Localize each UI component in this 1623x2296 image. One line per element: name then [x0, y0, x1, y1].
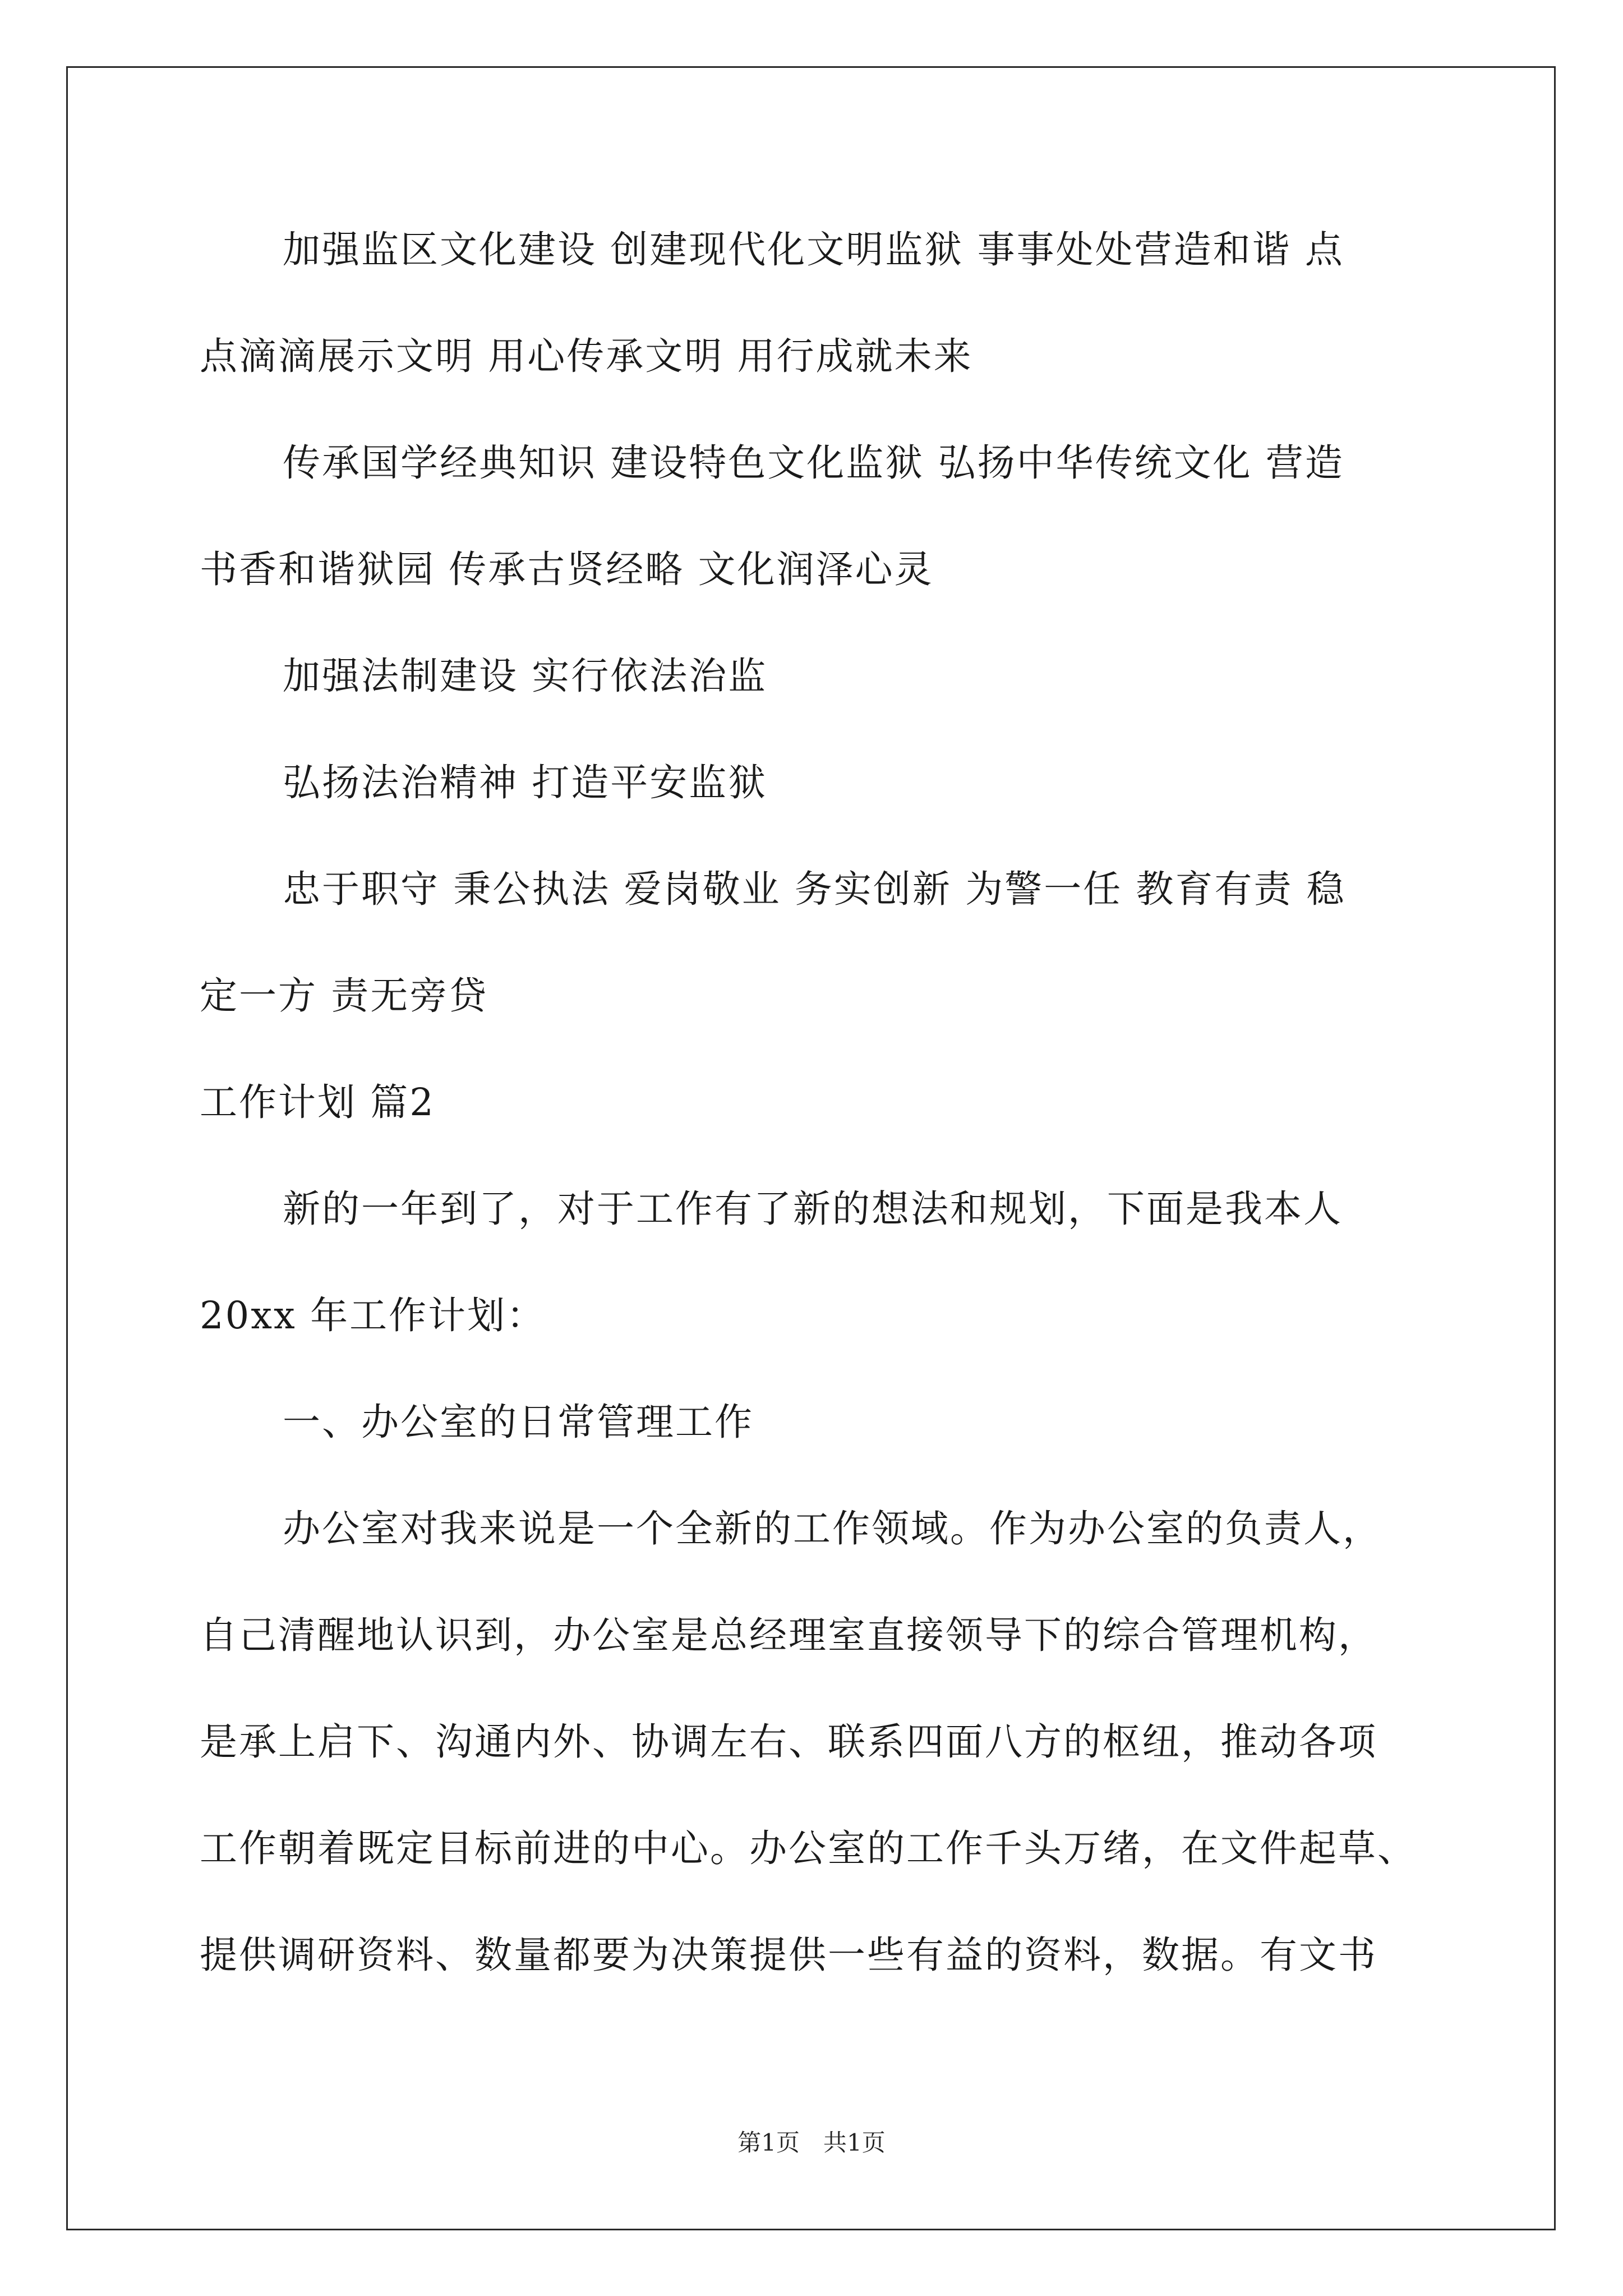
paragraph-line: 工作朝着既定目标前进的中心。办公室的工作千头万绪，在文件起草、	[200, 1826, 1417, 1870]
paragraph-line: 书香和谐狱园 传承古贤经略 文化润泽心灵	[200, 547, 934, 591]
paragraph-line: 加强监区文化建设 创建现代化文明监狱 事事处处营造和谐 点	[283, 228, 1344, 272]
paragraph-line: 办公室对我来说是一个全新的工作领域。作为办公室的负责人，	[283, 1507, 1382, 1550]
paragraph-line: 20xx 年工作计划：	[200, 1294, 546, 1337]
paragraph-line: 是承上启下、沟通内外、协调左右、联系四面八方的枢纽，推动各项	[200, 1720, 1377, 1764]
paragraph-line: 提供调研资料、数量都要为决策提供一些有益的资料，数据。有文书	[200, 1933, 1377, 1977]
paragraph-line: 自己清醒地认识到，办公室是总经理室直接领导下的综合管理机构，	[200, 1613, 1377, 1657]
paragraph-line: 传承国学经典知识 建设特色文化监狱 弘扬中华传统文化 营造	[283, 441, 1344, 485]
page-frame	[66, 66, 1556, 2230]
paragraph-line: 点滴滴展示文明 用心传承文明 用行成就未来	[200, 334, 973, 378]
paragraph-line: 新的一年到了，对于工作有了新的想法和规划，下面是我本人	[283, 1187, 1343, 1231]
paragraph-line: 加强法制建设 实行依法治监	[283, 654, 768, 698]
paragraph-line: 忠于职守 秉公执法 爱岗敬业 务实创新 为警一任 教育有责 稳	[283, 867, 1346, 911]
paragraph-line: 定一方 责无旁贷	[200, 974, 488, 1018]
section-heading: 工作计划 篇2	[200, 1080, 435, 1124]
page-number-footer: 第1页 共1页	[737, 2129, 886, 2156]
paragraph-line: 弘扬法治精神 打造平安监狱	[283, 761, 768, 804]
subsection-heading: 一、办公室的日常管理工作	[283, 1400, 754, 1444]
